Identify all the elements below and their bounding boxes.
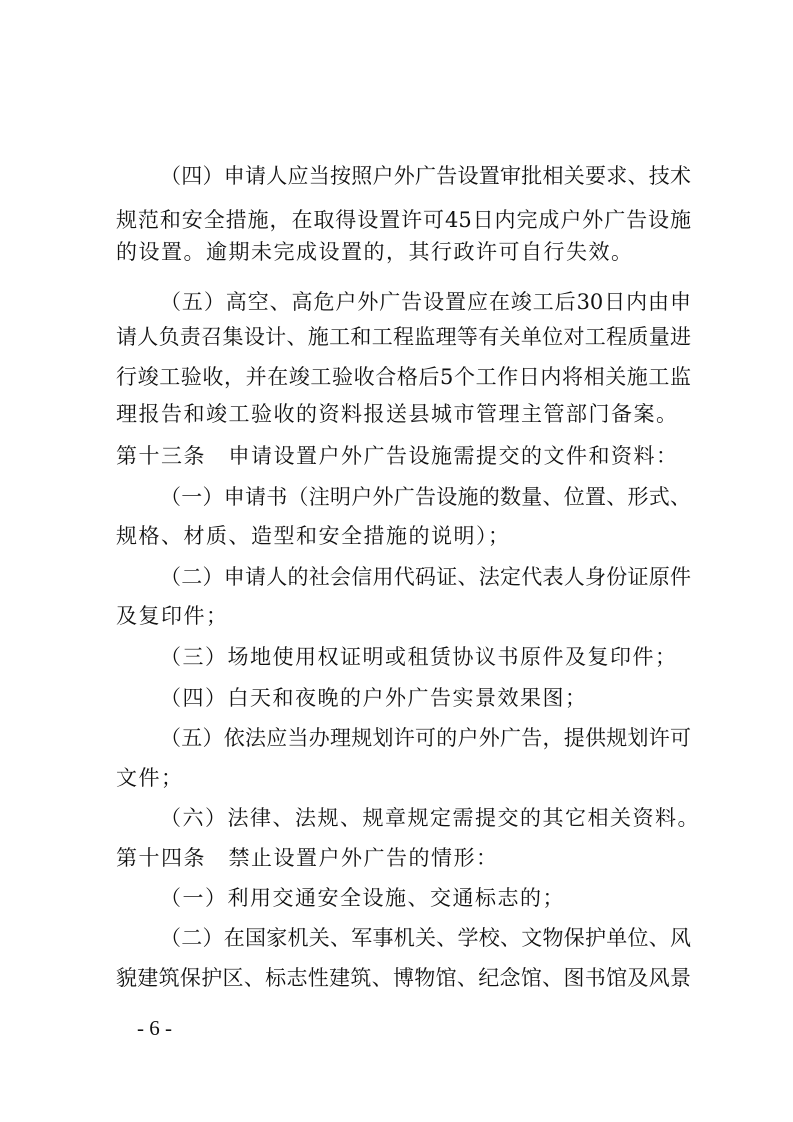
paragraph-line: 理报告和竣工验收的资料报送县城市管理主管部门备案。 [116,402,679,426]
paragraph-line: （四）申请人应当按照户外广告设置审批相关要求、技术 [160,164,691,188]
paragraph-line: （一）申请书（注明户外广告设施的数量、位置、形式、 [160,485,691,509]
paragraph-line: （三）场地使用权证明或租赁协议书原件及复印件； [160,645,678,669]
paragraph-line: （六）法律、法规、规章规定需提交的其它相关资料。 [160,806,700,830]
paragraph-line: 请人负责召集设计、施工和工程监理等有关单位对工程质量进 [116,325,691,349]
article-heading-line: 第十四条 禁止设置户外广告的情形： [116,846,499,870]
paragraph-line: 文件； [116,766,184,790]
paragraph-line: （五）依法应当办理规划许可的户外广告，提供规划许可 [160,726,691,750]
paragraph-line: 的设置。逾期未完成设置的，其行政许可自行失效。 [116,240,634,264]
paragraph-line: （二）申请人的社会信用代码证、法定代表人身份证原件 [160,565,691,589]
paragraph-line: 规格、材质、造型和安全措施的说明）； [116,524,511,548]
paragraph-line: 行竣工验收，并在竣工验收合格后5个工作日内将相关施工监 [116,365,691,389]
paragraph-line: （二）在国家机关、军事机关、学校、文物保护单位、风 [160,926,691,950]
paragraph-line: 及复印件； [116,604,229,628]
paragraph-line: 规范和安全措施，在取得设置许可45日内完成户外广告设施 [116,208,691,232]
paragraph-line: 貌建筑保护区、标志性建筑、博物馆、纪念馆、图书馆及风景 [116,966,691,990]
paragraph-line: （五）高空、高危户外广告设置应在竣工后30日内由申 [160,290,691,314]
article-heading-line: 第十三条 申请设置户外广告设施需提交的文件和资料： [116,444,679,468]
page-number: - 6 - [137,1016,172,1040]
paragraph-line: （四）白天和夜晚的户外广告实景效果图； [160,686,588,710]
paragraph-line: （一）利用交通安全设施、交通标志的； [160,886,565,910]
